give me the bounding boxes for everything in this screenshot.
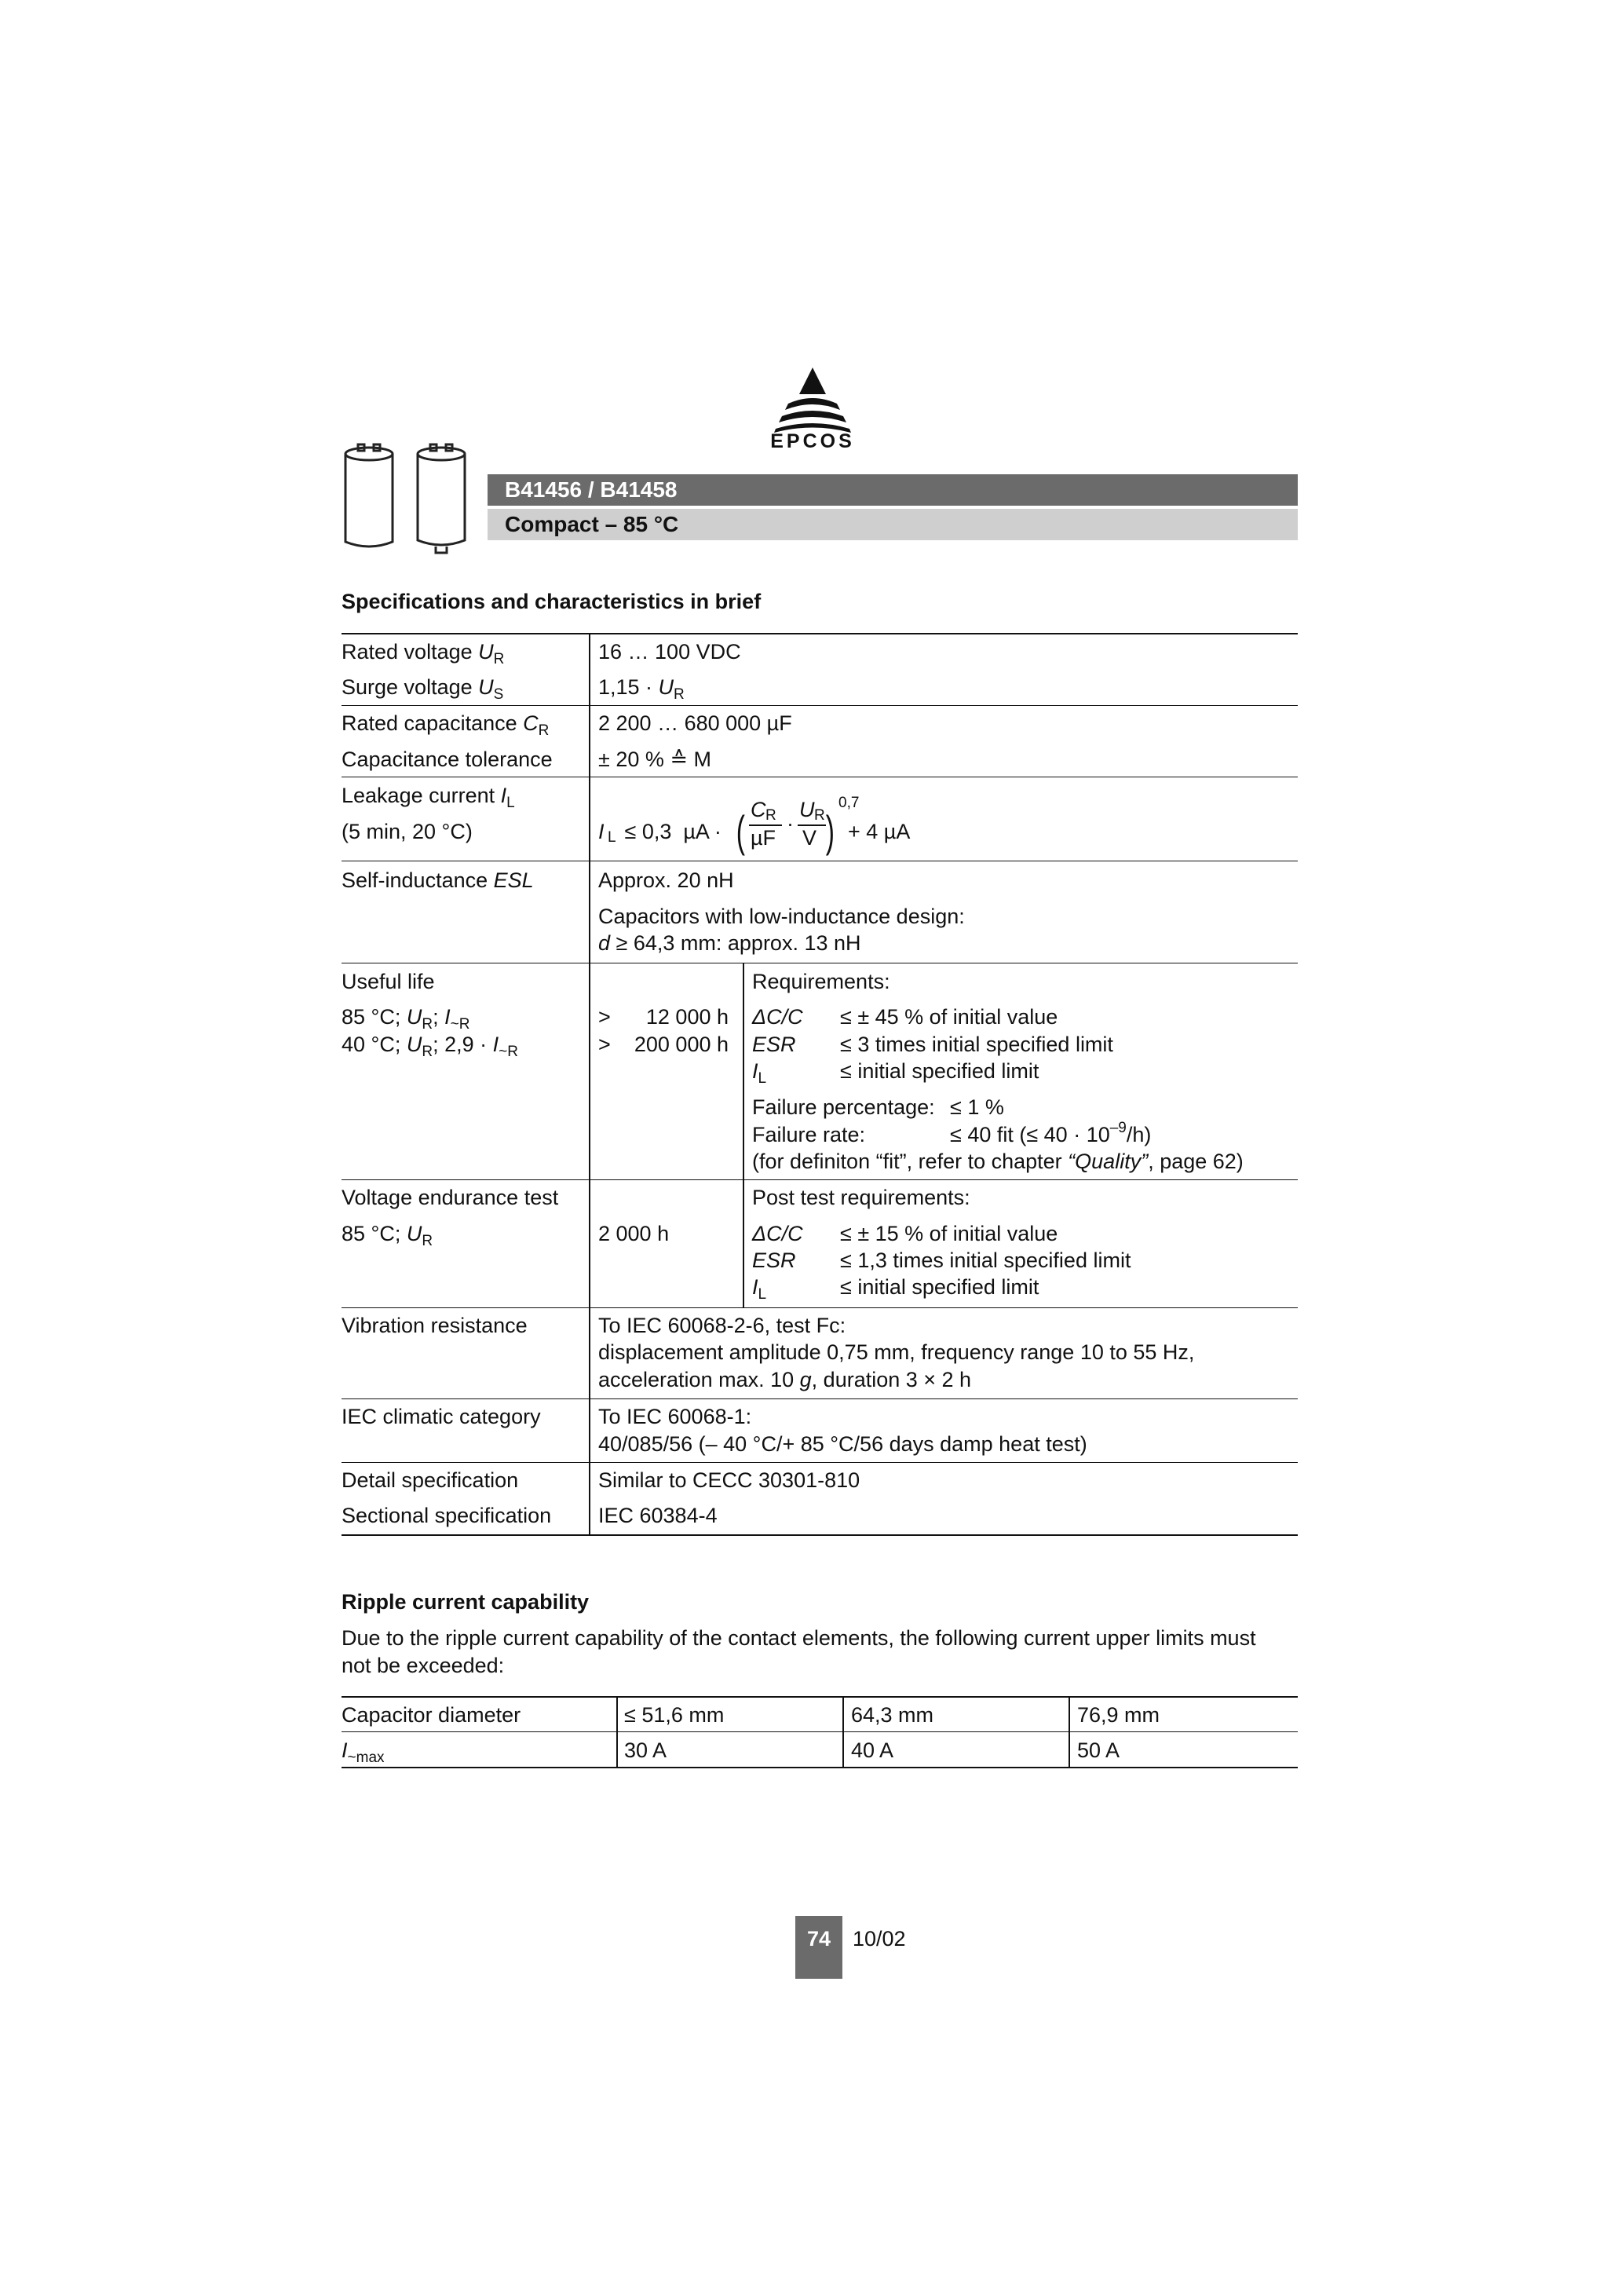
climatic-label: IEC climatic category <box>342 1405 541 1428</box>
paren-right: ) <box>825 806 835 856</box>
failure-percentage-label: Failure percentage: <box>752 1095 935 1119</box>
rated-capacitance-label: Rated capacitance $C_R$ <box>342 711 550 739</box>
surge-voltage-value: $1,15 \cdot U_R$ <box>598 675 685 703</box>
climatic-line-1: To IEC 60068-1: <box>598 1405 752 1428</box>
ripple-cell: 50 A <box>1077 1738 1120 1762</box>
ripple-cell: 30 A <box>624 1738 667 1762</box>
capacitor-pictogram <box>338 440 487 558</box>
vibration-line-1: To IEC 60068-2-6, test Fc: <box>598 1314 846 1337</box>
rule <box>342 633 1298 634</box>
endurance-req-title: Post test requirements: <box>752 1186 970 1209</box>
gt-sign-2: > <box>598 1033 611 1056</box>
spec-heading: Specifications and characteristics in brief <box>342 590 762 613</box>
useful-life-cond-1: 85 °C; $U_R$; $I_{\sim R}$ <box>342 1005 470 1033</box>
useful-life-req-title: Requirements: <box>752 970 890 993</box>
vibration-line-2: displacement amplitude 0,75 mm, frequency range 10 to 55 Hz, <box>598 1340 1195 1364</box>
epcos-logo <box>754 363 871 455</box>
esr-value: ≤ 1,3 times initial specified limit <box>840 1249 1131 1272</box>
ripple-cell: ≤ 51,6 mm <box>624 1703 725 1727</box>
dc-over-c-symbol: ΔC/C <box>752 1222 803 1245</box>
ripple-heading: Ripple current capability <box>342 1590 590 1614</box>
gt-sign-1: > <box>598 1005 611 1029</box>
rated-voltage-value: 16 … 100 VDC <box>598 640 741 664</box>
sectional-spec-label: Sectional specification <box>342 1504 552 1527</box>
fit-note: (for definiton “fit”, refer to chapter “Quality”, page 62) <box>752 1150 1244 1173</box>
il-value: ≤ initial specified limit <box>840 1275 1039 1299</box>
esr-value: ≤ 3 times initial specified limit <box>840 1033 1113 1056</box>
rated-voltage-label: Rated voltage $U_R$ <box>342 640 505 667</box>
detail-spec-value: Similar to CECC 30301-810 <box>598 1468 860 1492</box>
useful-life-hours-1: 12 000 h <box>645 1005 729 1029</box>
endurance-label: Voltage endurance test <box>342 1186 559 1209</box>
vibration-line-3: acceleration max. 10 g, duration 3 × 2 h <box>598 1368 972 1391</box>
self-inductance-label: Self-inductance ESL <box>342 868 534 892</box>
endurance-hours: 2 000 h <box>598 1222 670 1245</box>
capacitance-tolerance-value: ± 20 % ≙ M <box>598 748 711 771</box>
dc-over-c-symbol: ΔC/C <box>752 1005 803 1029</box>
part-number: B41456 / B41458 <box>505 477 678 502</box>
ripple-cell: 64,3 mm <box>851 1703 934 1727</box>
ripple-text-1: Due to the ripple current capability of the contact elements, the following current upper limits must <box>342 1626 1256 1650</box>
epcos-logo-mark <box>754 363 871 433</box>
esl-note-1: Capacitors with low-inductance design: <box>598 905 965 928</box>
ripple-cell: Capacitor diameter <box>342 1703 521 1727</box>
sectional-spec-value: IEC 60384-4 <box>598 1504 718 1527</box>
esr-symbol: ESR <box>752 1249 796 1272</box>
rule <box>342 1534 1298 1536</box>
ripple-cell: 40 A <box>851 1738 894 1762</box>
il-value: ≤ initial specified limit <box>840 1059 1039 1083</box>
esl-note-2: d ≥ 64,3 mm: approx. 13 nH <box>598 931 861 955</box>
series-subtitle: Compact – 85 °C <box>505 512 679 536</box>
rule <box>342 1307 1298 1308</box>
climatic-line-2: 40/085/56 (– 40 °C/+ 85 °C/56 days damp heat test) <box>598 1432 1087 1456</box>
issue-date: 10/02 <box>853 1927 906 1951</box>
rule <box>342 1398 1298 1399</box>
failure-rate-label: Failure rate: <box>752 1123 866 1146</box>
failure-percentage-value: ≤ 1 % <box>950 1095 1004 1119</box>
ripple-row2-label: $I_{\sim max}$ <box>342 1738 385 1766</box>
dc-over-c-value: ≤ ± 45 % of initial value <box>840 1005 1058 1029</box>
self-inductance-value: Approx. 20 nH <box>598 868 734 892</box>
col-divider <box>743 963 744 1308</box>
capacitor-icon <box>338 440 487 558</box>
detail-spec-label: Detail specification <box>342 1468 519 1492</box>
endurance-cond: 85 °C; $U_R$ <box>342 1222 433 1249</box>
rule <box>342 1696 1298 1698</box>
leakage-current-label: Leakage current $I_L$ <box>342 784 515 811</box>
il-symbol: $I_L$ <box>752 1275 767 1303</box>
capacitance-tolerance-label: Capacitance tolerance <box>342 748 553 771</box>
col-divider <box>616 1696 618 1768</box>
leakage-condition: (5 min, 20 °C) <box>342 820 473 843</box>
useful-life-hours-2: 200 000 h <box>634 1033 729 1056</box>
ripple-cell: 76,9 mm <box>1077 1703 1160 1727</box>
rule <box>342 705 1298 706</box>
esr-symbol: ESR <box>752 1033 796 1056</box>
dc-over-c-value: ≤ ± 15 % of initial value <box>840 1222 1058 1245</box>
failure-rate-value: ≤ 40 fit (≤ $40 \cdot 10^{-9}/h$) <box>950 1120 1152 1146</box>
page-number: 74 <box>806 1927 831 1951</box>
leakage-formula: I L ≤ 0,3 µA · ( C R µF · U R V ) 0,7 + 4 µA <box>598 795 911 856</box>
paren-left: ( <box>736 806 745 856</box>
vibration-label: Vibration resistance <box>342 1314 528 1337</box>
rule <box>342 1462 1298 1463</box>
col-divider <box>842 1696 844 1768</box>
rule <box>342 1767 1298 1768</box>
il-symbol: $I_L$ <box>752 1059 767 1087</box>
rated-capacitance-value: 2 200 … 680 000 µF <box>598 711 792 735</box>
useful-life-cond-2: 40 °C; $U_R$; $2,9 \cdot I_{\sim R}$ <box>342 1033 518 1060</box>
rule <box>342 1731 1298 1732</box>
epcos-logo-text: EPCOS <box>770 430 855 452</box>
surge-voltage-label: Surge voltage $U_S$ <box>342 675 504 703</box>
col-divider <box>1069 1696 1070 1768</box>
ripple-text-2: not be exceeded: <box>342 1654 505 1677</box>
rule <box>342 1179 1298 1180</box>
useful-life-label: Useful life <box>342 970 435 993</box>
col-divider <box>589 633 590 1535</box>
